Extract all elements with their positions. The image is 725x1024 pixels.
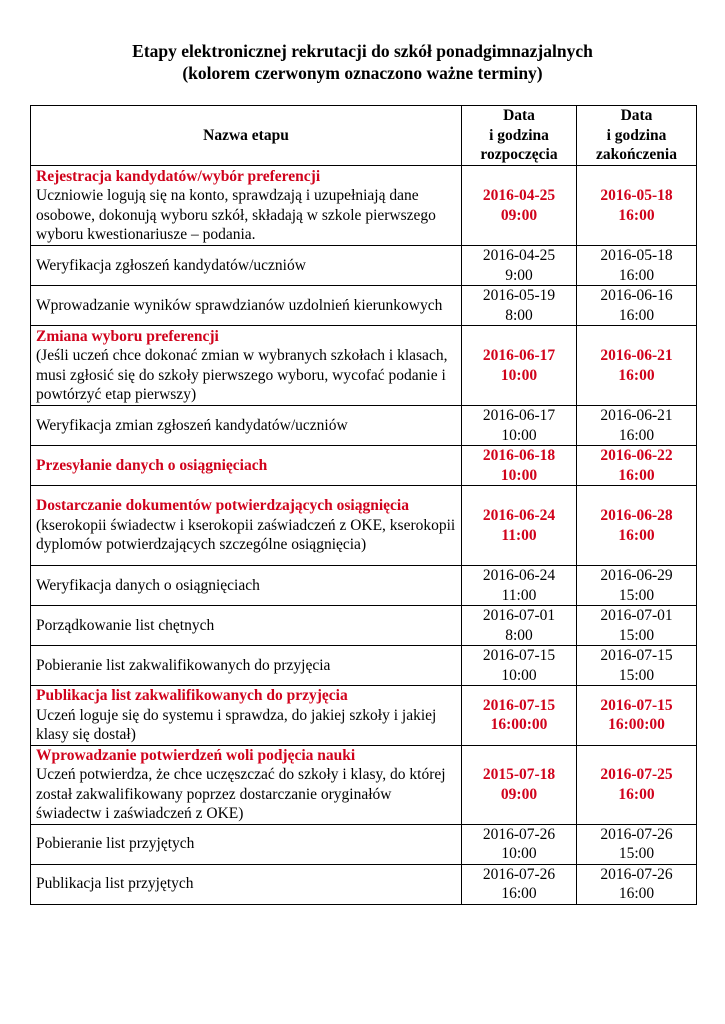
end-time: 15:00 [618, 586, 655, 604]
start-datetime-cell [462, 745, 577, 824]
start-datetime-cell [462, 286, 577, 326]
end-datetime-cell [577, 606, 697, 646]
start-date: 2016-07-01 [482, 607, 556, 624]
header-start-line-2: i godzina [489, 126, 549, 144]
end-datetime-cell [577, 406, 697, 446]
end-date: 2016-06-21 [600, 347, 673, 364]
start-date: 2016-07-26 [482, 865, 556, 883]
end-time: 16:00 [618, 426, 655, 444]
table-row [31, 745, 697, 824]
start-datetime-cell [462, 646, 577, 686]
end-date: 2016-07-25 [600, 766, 673, 783]
start-date: 2016-04-25 [482, 187, 556, 204]
stage-name-cell [31, 745, 462, 824]
title-line-1: Etapy elektronicznej rekrutacji do szkół ponadgimnazjalnych [132, 41, 593, 61]
start-time: 9:00 [505, 266, 533, 284]
start-time: 8:00 [505, 626, 533, 644]
start-date: 2016-06-24 [482, 567, 556, 584]
table-body [31, 166, 697, 905]
start-time: 10:00 [501, 426, 537, 444]
table-row [31, 286, 697, 326]
table-row [31, 166, 697, 246]
start-time: 11:00 [501, 586, 537, 604]
start-time: 10:00 [501, 845, 537, 862]
stage-title: Pobieranie list przyjętych [36, 835, 195, 853]
stage-title: Pobieranie list zakwalifikowanych do przyjęcia [36, 656, 331, 674]
recruitment-stages-table [30, 105, 697, 905]
table-row [31, 246, 697, 286]
start-time: 16:00:00 [490, 716, 548, 734]
start-datetime-cell [462, 824, 577, 864]
stage-title: Weryfikacja danych o osiągnięciach [36, 576, 260, 594]
table-row [31, 646, 697, 686]
start-time: 09:00 [500, 206, 538, 224]
end-date: 2016-05-18 [600, 247, 673, 264]
start-datetime-cell [462, 606, 577, 646]
header-end-line-3: zakończenia [596, 146, 677, 164]
start-datetime-cell [462, 566, 577, 606]
start-datetime-cell [462, 864, 577, 904]
end-date: 2016-06-22 [600, 447, 673, 464]
end-datetime-cell [577, 646, 697, 686]
stage-title: Zmiana wyboru preferencji [36, 327, 219, 345]
stage-name-cell [31, 406, 462, 446]
start-date: 2016-04-25 [482, 247, 556, 264]
stage-name-cell [31, 446, 462, 486]
end-time: 15:00 [618, 626, 655, 644]
end-time: 15:00 [618, 845, 655, 862]
start-time: 16:00 [501, 885, 537, 902]
stage-title: Rejestracja kandydatów/wybór preferencji [36, 167, 321, 185]
header-end [577, 106, 697, 166]
stage-title: Weryfikacja zmian zgłoszeń kandydatów/uczniów [36, 416, 348, 434]
table-row [31, 446, 697, 486]
end-datetime-cell [577, 745, 697, 824]
stage-name-cell [31, 286, 462, 326]
end-datetime-cell [577, 566, 697, 606]
start-date: 2016-07-15 [482, 647, 556, 664]
header-end-line-2: i godzina [606, 126, 667, 144]
stage-name-cell [31, 864, 462, 904]
stage-name-cell [31, 566, 462, 606]
start-time: 11:00 [501, 526, 537, 544]
start-date: 2016-06-24 [482, 507, 556, 524]
end-time: 16:00 [618, 885, 655, 902]
end-time: 16:00 [618, 785, 655, 803]
header-stage-name: Nazwa etapu [31, 106, 462, 166]
stage-name-cell [31, 486, 462, 566]
table-row [31, 566, 697, 606]
table-row [31, 406, 697, 446]
end-datetime-cell [577, 246, 697, 286]
stage-description: Uczeń loguje się do systemu i sprawdza, do jakiej szkoły i jakiej klasy się dostał) [36, 706, 437, 743]
end-date: 2016-05-18 [600, 187, 673, 204]
end-date: 2016-07-26 [600, 865, 673, 883]
table-row [31, 606, 697, 646]
end-time: 16:00 [618, 466, 655, 484]
end-datetime-cell [577, 686, 697, 746]
end-time: 15:00 [618, 666, 655, 684]
table-header-row [31, 106, 697, 166]
end-datetime-cell [577, 446, 697, 486]
table-row [31, 326, 697, 406]
end-datetime-cell [577, 166, 697, 246]
start-time: 10:00 [501, 666, 537, 684]
start-date: 2016-07-26 [482, 825, 556, 843]
stage-name-cell [31, 326, 462, 406]
start-datetime-cell [462, 246, 577, 286]
end-date: 2016-07-01 [600, 607, 673, 624]
stage-name-cell [31, 686, 462, 746]
stage-name-cell [31, 646, 462, 686]
stage-name-cell [31, 606, 462, 646]
header-start-line-3: rozpoczęcia [480, 146, 558, 164]
start-datetime-cell [462, 166, 577, 246]
title-line-2: (kolorem czerwonym oznaczono ważne terminy) [182, 63, 543, 83]
header-start [462, 106, 577, 166]
document-title [0, 40, 725, 84]
stage-title: Publikacja list przyjętych [36, 875, 194, 893]
end-time: 16:00 [618, 266, 655, 284]
start-time: 10:00 [500, 366, 538, 384]
header-start-line-1: Data [503, 107, 535, 125]
start-date: 2015-07-18 [482, 766, 556, 783]
start-date: 2016-07-15 [482, 696, 556, 714]
stage-title: Wprowadzanie potwierdzeń woli podjęcia nauki [36, 746, 356, 764]
stage-title: Wprowadzanie wyników sprawdzianów uzdolnień kierunkowych [36, 296, 443, 314]
end-time: 16:00:00 [608, 716, 665, 734]
end-datetime-cell [577, 286, 697, 326]
start-datetime-cell [462, 446, 577, 486]
end-date: 2016-06-21 [600, 407, 673, 424]
end-time: 16:00 [618, 206, 655, 224]
stage-description: (Jeśli uczeń chce dokonać zmian w wybranych szkołach i klasach, musi zgłosić się do szkoły pierwszego wyboru, wycofać podanie i powtórzyć etap pierwszy) [36, 347, 448, 403]
stage-description: Uczniowie logują się na konto, sprawdzają i uzupełniają dane osobowe, dokonują wyboru szkół, składają w szkole pierwszego wyboru kwestionariusze – podania. [36, 187, 436, 243]
end-date: 2016-06-29 [600, 567, 673, 584]
end-datetime-cell [577, 486, 697, 566]
table-row [31, 864, 697, 904]
start-time: 8:00 [505, 306, 533, 324]
start-date: 2016-06-17 [482, 407, 556, 424]
stage-title: Dostarczanie dokumentów potwierdzających osiągnięcia [36, 497, 409, 515]
start-date: 2016-06-18 [482, 447, 556, 464]
end-time: 16:00 [618, 526, 655, 544]
table-row [31, 686, 697, 746]
end-date: 2016-06-16 [600, 287, 673, 304]
start-time: 10:00 [500, 466, 538, 484]
start-date: 2016-06-17 [482, 347, 556, 364]
header-end-line-1: Data [620, 107, 653, 125]
end-date: 2016-07-15 [600, 647, 673, 664]
stage-title: Porządkowanie list chętnych [36, 616, 215, 634]
start-datetime-cell [462, 326, 577, 406]
start-datetime-cell [462, 686, 577, 746]
stage-name-cell [31, 246, 462, 286]
end-time: 16:00 [618, 366, 655, 384]
start-time: 09:00 [500, 785, 538, 803]
end-date: 2016-07-26 [600, 825, 673, 843]
end-date: 2016-07-15 [600, 696, 673, 714]
stage-title: Weryfikacja zgłoszeń kandydatów/uczniów [36, 256, 306, 274]
table-row [31, 824, 697, 864]
table-row [31, 486, 697, 566]
end-datetime-cell [577, 824, 697, 864]
start-datetime-cell [462, 406, 577, 446]
end-datetime-cell [577, 864, 697, 904]
stage-description: Uczeń potwierdza, że chce uczęszczać do szkoły i klasy, do której został zakwalifikowany poprzez dostarczanie oryginałów świadectw i zaświadczeń z OKE) [36, 766, 446, 822]
end-time: 16:00 [618, 306, 655, 324]
stage-title: Przesyłanie danych o osiągnięciach [36, 456, 268, 474]
start-datetime-cell [462, 486, 577, 566]
stage-title: Publikacja list zakwalifikowanych do przyjęcia [36, 687, 348, 704]
end-date: 2016-06-28 [600, 507, 673, 524]
stage-name-cell [31, 166, 462, 246]
end-datetime-cell [577, 326, 697, 406]
start-date: 2016-05-19 [482, 287, 556, 304]
stage-description: (kserokopii świadectw i kserokopii zaświadczeń z OKE, kserokopii dyplomów potwierdzających szczególne osiągnięcia) [36, 516, 456, 554]
stage-name-cell [31, 824, 462, 864]
